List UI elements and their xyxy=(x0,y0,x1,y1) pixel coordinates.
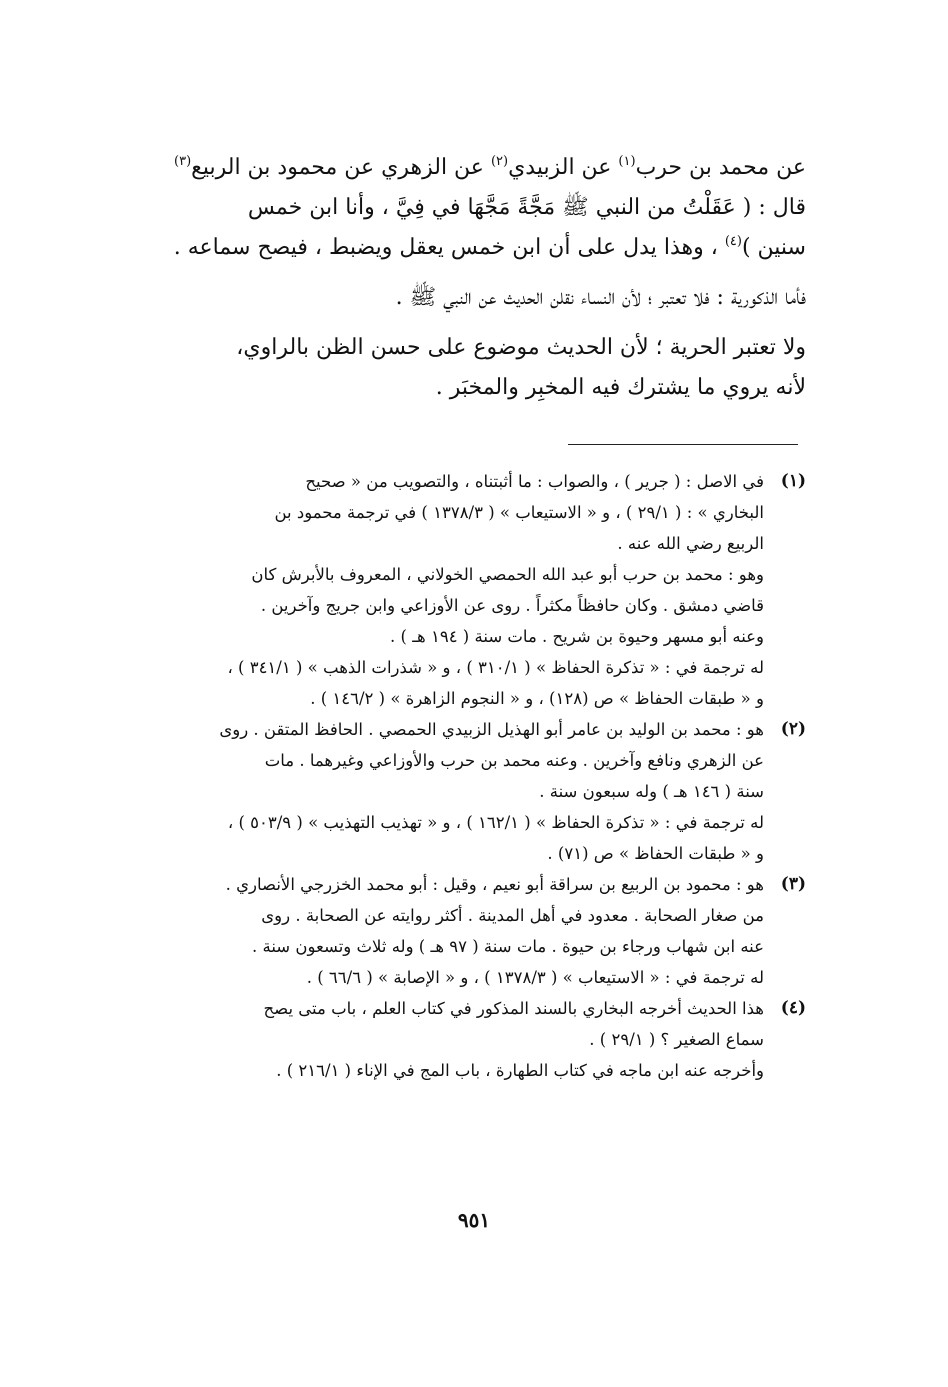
footnote-number: (٣) xyxy=(780,874,806,894)
main-text-span: سنين ) xyxy=(741,235,806,260)
main-line xyxy=(150,148,806,188)
main-text-span: ، وهذا يدل على أن ابن خمس يعقل ويضبط ، فيصح سماعه . xyxy=(173,235,725,260)
footnote-line: له ترجمة في : « تذكرة الحفاظ » ( ١٦٢/١ ) ، و « تهذيب التهذيب » ( ٥٠٣/٩ ) ، xyxy=(227,813,764,832)
footnote-line: عنه ابن شهاب ورجاء بن حيوة . مات سنة ( ٩٧ هـ ) وله ثلاث وتسعون سنة . xyxy=(251,937,764,956)
footnote-marker: (١) xyxy=(618,154,636,169)
main-text xyxy=(150,148,806,408)
footnote-line: و « طبقات الحفاظ » ص (١٢٨) ، و « النجوم الزاهرة » ( ١٤٦/٢ ) . xyxy=(310,689,764,708)
footnote-line: قاضي دمشق . وكان حافظاً مكثراً . روى عن الأوزاعي وابن جريج وآخرين . xyxy=(260,596,764,615)
footnote-marker: (٣) xyxy=(174,154,192,169)
footnote xyxy=(140,714,806,869)
main-text-span: عن الزبيدي xyxy=(508,155,619,180)
footnote-line: البخاري » : ( ٢٩/١ ) ، و « الاستيعاب » ( ١٣٧٨/٣ ) في ترجمة محمود بن xyxy=(274,503,764,522)
footnote-line: عن الزهري ونافع وآخرين . وعنه محمد بن حرب والأوزاعي وغيرهما . مات xyxy=(264,751,764,770)
main-line: لأنه يروي ما يشترك فيه المخبِر والمخبَر . xyxy=(435,375,806,400)
footnote-line: هذا الحديث أخرجه البخاري بالسند المذكور في كتاب العلم ، باب متى يصح xyxy=(263,999,764,1018)
footnote-line: الربيع رضي الله عنه . xyxy=(617,534,764,553)
footnote-number: (٤) xyxy=(780,998,806,1018)
footnote-separator xyxy=(568,444,798,445)
footnote-line: هو : محمد بن الوليد بن عامر أبو الهذيل الزبيدي الحمصي . الحافظ المتقن . روى xyxy=(219,720,764,739)
footnote-number: (١) xyxy=(780,471,806,491)
footnote-line: له ترجمة في : « تذكرة الحفاظ » ( ٣١٠/١ ) ، و « شذرات الذهب » ( ٣٤١/١ ) ، xyxy=(227,658,764,677)
footnote-line: وهو : محمد بن حرب أبو عبد الله الحمصي الخولاني ، المعروف بالأبرش كان xyxy=(251,565,764,584)
footnote-line: من صغار الصحابة . معدود في أهل المدينة . أكثر روايته عن الصحابة . روى xyxy=(261,906,764,925)
page-number: ٩٥١ xyxy=(457,1208,491,1232)
footnote-marker: (٤) xyxy=(724,234,742,249)
paragraph: فأما الذكورية : فلا تعتبر ؛ لأن النساء نقلن الحديث عن النبي ﷺ . xyxy=(395,285,806,310)
footnote-marker: (٢) xyxy=(490,154,509,169)
footnote-line: هو : محمود بن الربيع بن سراقة أبو نعيم ، وقيل : أبو محمد الخزرجي الأنصاري . xyxy=(225,875,764,894)
main-line: ولا تعتبر الحرية ؛ لأن الحديث موضوع على حسن الظن بالراوي، xyxy=(236,335,806,360)
main-text-span: عن الزهري عن محمود بن الربيع xyxy=(191,155,491,180)
footnote-line: سنة ( ١٤٦ هـ ) وله سبعون سنة . xyxy=(539,782,764,801)
footnote-line: وعنه أبو مسهر وحيوة بن شريح . مات سنة ( ١٩٤ هـ ) . xyxy=(390,627,764,646)
footnote-line: سماع الصغير ؟ ( ٢٩/١ ) . xyxy=(589,1030,764,1049)
main-line xyxy=(150,228,806,268)
footnote-number: (٢) xyxy=(780,719,806,739)
footnote-line: في الاصل : ( جرير ) ، والصواب : ما أثبتناه ، والتصويب من « صحيح xyxy=(305,472,764,491)
footnotes xyxy=(140,466,806,1086)
main-text-span: عن محمد بن حرب xyxy=(635,155,806,180)
footnote-line: وأخرجه عنه ابن ماجه في كتاب الطهارة ، باب المج في الإناء ( ٢١٦/١ ) . xyxy=(276,1061,764,1080)
footnote-line: له ترجمة في : « الاستيعاب » ( ١٣٧٨/٣ ) ، و « الإصابة » ( ٦٦/٦ ) . xyxy=(306,968,764,987)
footnote xyxy=(140,993,806,1086)
footnote-line: و « طبقات الحفاظ » ص (٧١) . xyxy=(547,844,764,863)
footnote xyxy=(140,869,806,993)
main-line: قال : ( عَقَلْتُ من النبي ﷺ مَجَّةً مَجَّهَا في فِيَّ ، وأنا ابن خمس xyxy=(247,195,806,220)
footnote xyxy=(140,466,806,714)
